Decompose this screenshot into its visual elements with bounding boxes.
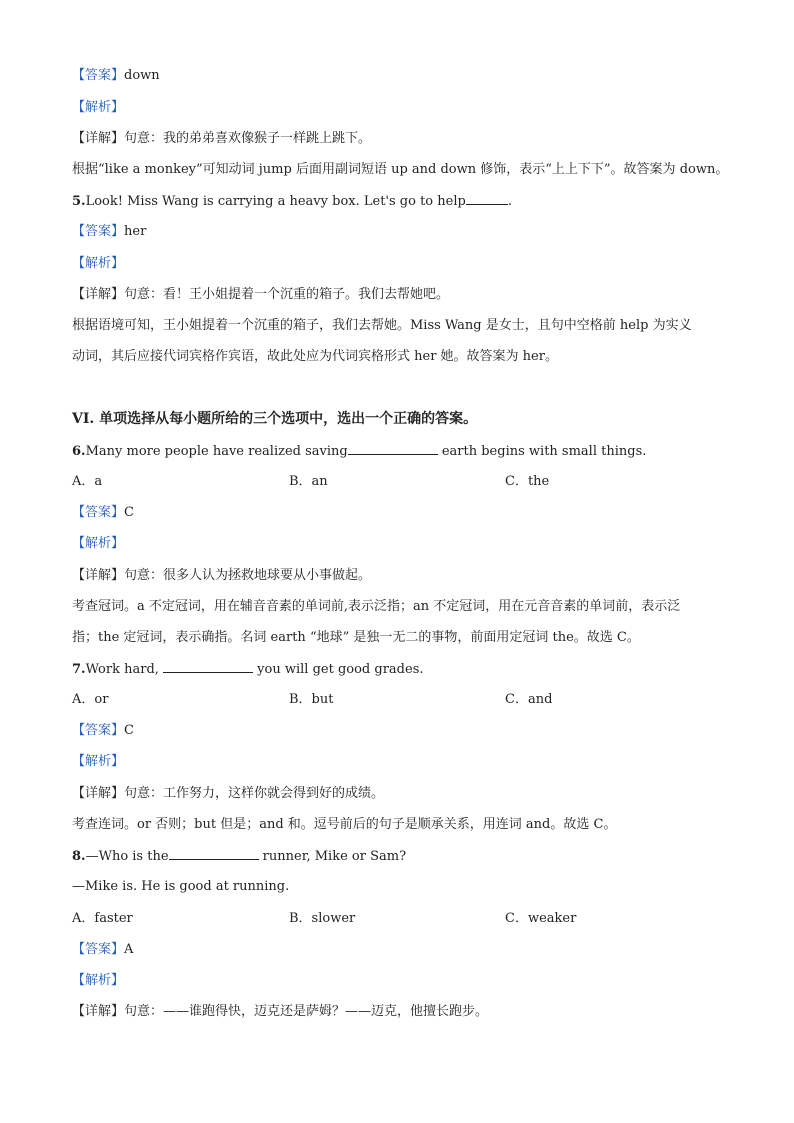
q8-stem: [72, 847, 406, 866]
q4-detail-line: [72, 130, 371, 148]
q7-option-c: C．and: [505, 692, 553, 707]
q8-number: 8.: [72, 849, 86, 864]
q7-option-a: A．or: [72, 692, 109, 707]
q4-explain: 根据“like a monkey”可知动词 jump 后面用副词短语 up and down 修饰，表示“上上下下”。故答案为 down。: [72, 162, 729, 177]
q5-explain-1: 根据语境可知，王小姐提着一个沉重的箱子，我们去帮她。Miss Wang 是女士，且句中空格前 help 为实义: [72, 318, 692, 333]
q5-stem: [72, 192, 512, 211]
q8-option-c: C．weaker: [505, 911, 577, 926]
q5-detail: 句意：看！王小姐提着一个沉重的箱子。我们去帮她吧。: [124, 287, 450, 302]
q8-blank: [169, 847, 259, 860]
q8-stem-after: runner, Mike or Sam?: [258, 849, 407, 864]
q5-stem-before: Look! Miss Wang is carrying a heavy box. Let's go to help: [85, 194, 466, 209]
q7-detail: 句意：工作努力，这样你就会得到好的成绩。: [124, 786, 385, 801]
q6-detail-line: [72, 567, 371, 585]
q7-stem: [72, 660, 424, 679]
q6-option-a: A．a: [72, 474, 103, 489]
q7-detail-line: [72, 785, 384, 803]
detail-label: 【详解】: [72, 287, 125, 302]
q5-blank: [466, 192, 508, 205]
q8-reply: —Mike is. He is good at running.: [72, 879, 290, 894]
q7-answer-line: [72, 722, 134, 740]
q8-answer-line: [72, 941, 133, 959]
q6-analysis-label: 【解析】: [72, 536, 125, 551]
section-vi-title: VI. 单项选择从每小题所给的三个选项中，选出一个正确的答案。: [72, 411, 478, 427]
q4-answer-line: [72, 67, 160, 85]
q7-answer: C: [124, 723, 134, 738]
q8-analysis-label: 【解析】: [72, 973, 125, 988]
q5-analysis-label: 【解析】: [72, 256, 125, 271]
q6-stem-after: earth begins with small things.: [437, 444, 647, 459]
q6-explain-2: 指；the 定冠词，表示确指。名词 earth “地球” 是独一无二的事物，前面用定冠词 the。故选 C。: [72, 630, 640, 645]
q8-detail: 句意：——谁跑得快，迈克还是萨姆？——迈克，他擅长跑步。: [124, 1004, 489, 1019]
q5-explain-2: 动词，其后应接代词宾格作宾语，故此处应为代词宾格形式 her 她。故答案为 her。: [72, 349, 558, 364]
q4-detail: 句意：我的弟弟喜欢像猴子一样跳上跳下。: [124, 131, 372, 146]
q6-explain-1: 考查冠词。a 不定冠词，用在辅音音素的单词前,表示泛指；an 不定冠词，用在元音音素的单词前，表示泛: [72, 599, 681, 614]
q5-stem-after: .: [507, 194, 512, 209]
q7-explain: 考查连词。or 否则；but 但是；and 和。逗号前后的句子是顺承关系，用连词 and。故选 C。: [72, 817, 617, 832]
detail-label: 【详解】: [72, 568, 125, 583]
q8-detail-line: [72, 1003, 488, 1021]
q5-answer: her: [124, 224, 147, 239]
q6-option-c: C．the: [505, 474, 550, 489]
q6-number: 6.: [72, 444, 86, 459]
q7-option-b: B．but: [289, 692, 334, 707]
q5-detail-line: [72, 286, 449, 304]
q6-stem-before: Many more people have realized saving: [85, 444, 348, 459]
q7-number: 7.: [72, 662, 86, 677]
q7-blank: [163, 660, 253, 673]
q4-analysis-label: 【解析】: [72, 100, 125, 115]
q8-option-b: B．slower: [289, 911, 356, 926]
answer-label: 【答案】: [72, 68, 125, 83]
q7-analysis-label: 【解析】: [72, 754, 125, 769]
q7-stem-before: Work hard,: [85, 662, 164, 677]
answer-label: 【答案】: [72, 224, 125, 239]
q6-answer-line: [72, 504, 134, 522]
detail-label: 【详解】: [72, 131, 125, 146]
q5-number: 5.: [72, 194, 86, 209]
detail-label: 【详解】: [72, 1004, 125, 1019]
q5-answer-line: [72, 223, 146, 241]
q6-stem: [72, 442, 646, 461]
detail-label: 【详解】: [72, 786, 125, 801]
q4-answer: down: [124, 68, 160, 83]
q7-stem-after: you will get good grades.: [253, 662, 424, 677]
q6-blank: [348, 442, 438, 455]
q6-answer: C: [124, 505, 134, 520]
answer-label: 【答案】: [72, 723, 125, 738]
q8-answer: A: [124, 942, 134, 957]
answer-label: 【答案】: [72, 942, 125, 957]
answer-label: 【答案】: [72, 505, 125, 520]
q8-option-a: A．faster: [72, 911, 133, 926]
q6-option-b: B．an: [289, 474, 328, 489]
q8-stem-before: —Who is the: [85, 849, 169, 864]
q6-detail: 句意：很多人认为拯救地球要从小事做起。: [124, 568, 372, 583]
